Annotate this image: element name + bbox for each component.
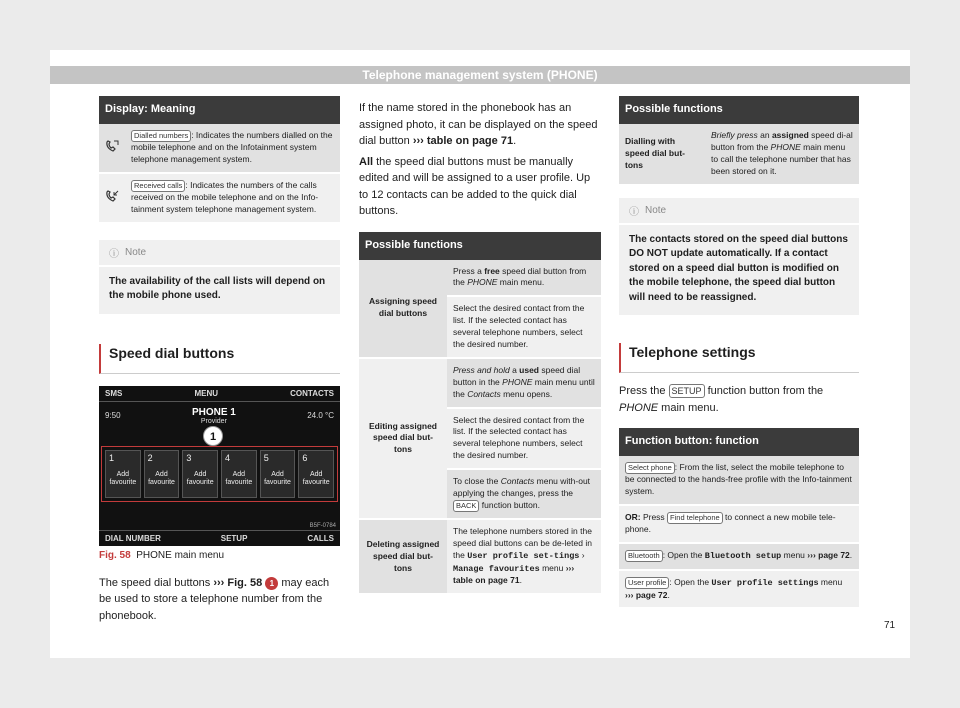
editing-step-1: Press and hold a used speed dial button in the PHONE main menu until the Contacts menu opens.: [447, 358, 601, 408]
setup-button: SETUP: [669, 384, 705, 398]
dialling-text: Briefly press an assigned speed di-al button from the PHONE main menu to call the telephone number that has been stored on it.: [705, 124, 859, 185]
page-number: 71: [884, 620, 896, 631]
user-profile-button: User profile: [625, 577, 669, 589]
table-row: [359, 519, 601, 594]
bluetooth-button: Bluetooth: [625, 550, 663, 562]
page-header: Telephone management system (PHONE): [50, 66, 910, 84]
screen-time: 9:50: [105, 411, 121, 421]
dialled-row-text: [125, 124, 340, 173]
screen-sms: SMS: [105, 388, 123, 398]
possible-functions-table: [359, 232, 601, 596]
speed-dial-button: 5 Add favourite: [260, 450, 296, 498]
all-paragraph: All the speed dial buttons must be manually edited and will be assigned to a user profile. Up to 12 contacts can be added to the quick dial buttons.: [359, 155, 591, 217]
table-link[interactable]: ››› table on page 71: [412, 135, 514, 147]
display-table: [99, 96, 340, 224]
screen-setup: SETUP: [220, 533, 248, 543]
screen-top-bar: [99, 386, 340, 402]
function-table: [619, 428, 859, 609]
screen-contacts: CONTACTS: [290, 388, 334, 398]
deleting-label: Deleting assigned speed dial but-tons: [359, 519, 447, 594]
note-header: [99, 240, 340, 267]
section-heading-speed-dial: Speed dial buttons: [99, 344, 340, 374]
deleting-step: The telephone numbers stored in the speed dial buttons can be de-leted in the User profile set-tings › Manage favourites menu ››› table on page 71.: [447, 519, 601, 594]
speed-dial-paragraph: The speed dial buttons ››› Fig. 58 1 may each be used to store a telephone number from the phonebook.: [99, 576, 330, 622]
section-heading-telephone-settings: Telephone settings: [619, 343, 859, 373]
received-calls-button: Received calls: [131, 180, 185, 192]
speed-dial-button: 1 Add favourite: [105, 450, 141, 498]
figure-phone-main-menu: [99, 386, 340, 546]
tel-paragraph: Press the SETUP function button from the PHONE main menu.: [619, 385, 824, 414]
note-header-2: [619, 198, 859, 225]
page-link[interactable]: ››› page 72: [807, 549, 850, 560]
photo-paragraph: If the name stored in the phonebook has an assigned photo, it can be displayed on the speed dial button ››› table on page 71.: [359, 102, 598, 147]
back-button: BACK: [453, 500, 479, 512]
possible-functions-table-2: [619, 96, 859, 186]
callout-ref: 1: [265, 577, 278, 590]
note-box: [99, 240, 340, 314]
display-table-heading: Display: Meaning: [99, 96, 340, 124]
find-telephone-button: Find telephone: [667, 512, 723, 524]
phone-incoming-icon: [99, 173, 125, 223]
figure-caption-text: PHONE main menu: [136, 549, 225, 561]
column-middle: [359, 100, 601, 595]
column-left: [99, 96, 340, 624]
page-link[interactable]: ››› page 72: [625, 589, 668, 600]
editing-label: Editing assigned speed dial but-tons: [359, 358, 447, 519]
note-text-2: The contacts stored on the speed dial buttons DO NOT update automatically. If a contact stored on a speed dial button is modified on the mobile telephone, the speed dial button will need to be reassigned.: [629, 233, 848, 303]
table-row: [619, 456, 859, 505]
figure-code: B5F-0784: [309, 522, 336, 529]
column-right: [619, 96, 859, 609]
table-row: [619, 543, 859, 570]
table-row: [619, 570, 859, 609]
speed-dial-button: 3 Add favourite: [182, 450, 218, 498]
received-description: : Indicates the numbers of the calls received on the mobile telephone and on the Info-tainment system telephone management system.: [131, 179, 319, 214]
fig-link[interactable]: ››› Fig. 58: [213, 576, 263, 589]
screen-provider: Provider: [200, 417, 227, 425]
figure-number: Fig. 58: [99, 549, 131, 561]
screen-bottom-bar: [99, 530, 340, 546]
assigning-label: Assigning speed dial buttons: [359, 260, 447, 358]
note-box-2: [619, 198, 859, 316]
phone-outgoing-icon: [99, 124, 125, 173]
table-row: [99, 173, 340, 223]
bluetooth-row: Bluetooth : Open the Bluetooth setup menu ››› page 72.: [619, 543, 859, 570]
note-label-2: Note: [645, 204, 667, 216]
dialled-description: : Indicates the numbers dialled on the mobile telephone and on the Infotainment system telephone management system.: [131, 130, 333, 164]
speed-dial-button: 4 Add favourite: [221, 450, 257, 498]
screen-calls: CALLS: [307, 533, 334, 543]
info-icon: ⓘ: [629, 206, 639, 218]
editing-step-2: Select the desired contact from the list. If the selected contact has several telephone numbers, select the desired number.: [447, 408, 601, 470]
received-row-text: [125, 173, 340, 223]
table-row: [359, 358, 601, 408]
speed-dial-button: 6 Add favourite: [298, 450, 334, 498]
screen-status: [105, 404, 334, 428]
table-row: [359, 260, 601, 297]
table-row: [619, 505, 859, 543]
select-phone-row: Select phone : From the list, select the mobile telephone to be connected to the hands-free profile with the Info-tainment system.: [619, 456, 859, 505]
dialling-label: Dialling with speed dial but-tons: [619, 124, 705, 185]
speed-dial-button: 2 Add favourite: [144, 450, 180, 498]
table-row: [99, 124, 340, 173]
function-table-heading: Function button: function: [619, 428, 859, 456]
figure-caption: [99, 550, 340, 561]
note-label: Note: [125, 246, 147, 258]
speed-dial-row: [105, 450, 334, 498]
editing-step-3: To close the Contacts menu with-out applying the changes, press the BACK function button.: [447, 469, 601, 519]
screen-menu: MENU: [194, 388, 219, 398]
screen-phone-title: PHONE 1: [191, 406, 236, 418]
select-phone-button: Select phone: [625, 462, 675, 474]
note-text: The availability of the call lists will depend on the mobile phone used.: [109, 275, 326, 302]
dialled-numbers-button: Dialled numbers: [131, 130, 191, 142]
assigning-step-1: Press a free speed dial button from the PHONE main menu.: [447, 260, 601, 297]
screen-dial-number: DIAL NUMBER: [105, 533, 161, 543]
find-telephone-row: OR: Press Find telephone to connect a new mobile tele-phone.: [619, 505, 859, 543]
info-icon: ⓘ: [109, 248, 119, 260]
table-row: [619, 124, 859, 185]
callout-number: 1: [203, 426, 223, 446]
user-profile-row: User profile : Open the User profile settings menu ››› page 72.: [619, 570, 859, 609]
screen-temp: 24.0 °C: [307, 411, 334, 421]
table-link[interactable]: ››› table on page 71: [453, 562, 575, 586]
possible-functions-heading: Possible functions: [359, 232, 601, 260]
assigning-step-2: Select the desired contact from the list. If the selected contact has several telephone numbers, select the desired number.: [447, 296, 601, 358]
possible-functions-heading-2: Possible functions: [619, 96, 859, 124]
